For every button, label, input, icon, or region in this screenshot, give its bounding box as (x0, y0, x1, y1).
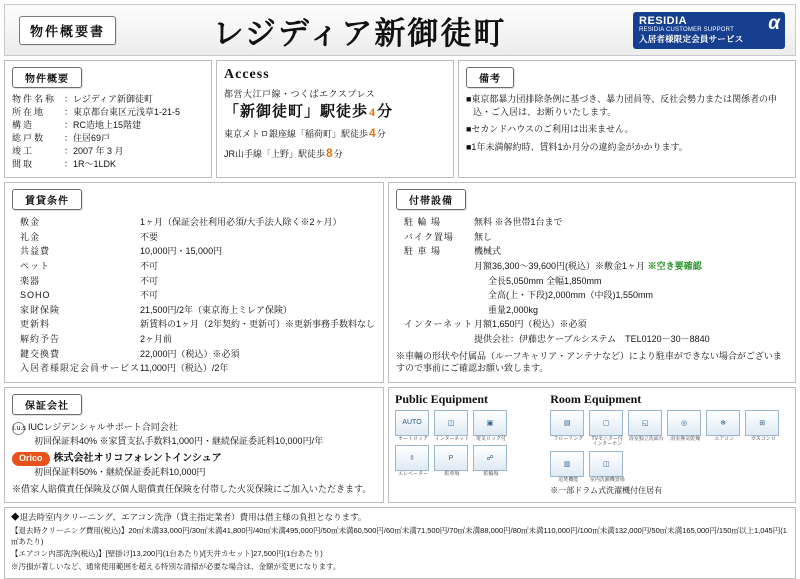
section-label-property-overview: 物件概要 (12, 67, 82, 88)
section-remarks (458, 60, 796, 178)
row-label: 駐 輪 場 (404, 217, 442, 228)
field-value: ：1R～1LDK (64, 159, 117, 170)
iuc-logo-icon: i.u.s (12, 422, 25, 435)
section-equipment (388, 387, 796, 504)
row-value: 新賃料の1ヶ月（2年契約・更新可）※更新事務手数料なし (140, 319, 376, 330)
row-value: 不可 (140, 290, 159, 301)
field-label: 物件名称 (12, 94, 57, 104)
row-guarantor-equipment (4, 387, 796, 504)
auto-lock-icon: AUTO (395, 410, 429, 436)
icon-caption: インターネット (434, 435, 470, 442)
field-label: 所在地 (12, 107, 46, 118)
icon-caption: エレベーター (397, 471, 428, 478)
table-row (396, 230, 788, 245)
room-equipment-note: ※一部ドラム式洗濯機付住居有 (550, 486, 663, 496)
row-value: 2ヶ月前 (140, 334, 173, 345)
access-station: 上野 (271, 149, 290, 159)
equipment-item (706, 410, 742, 448)
list-item: ■東京都暴力団排除条例に基づき、暴力団員等、反社会勢力または関係者の申込・ご入居は、お断りいたします。 (466, 94, 778, 117)
washer-space-icon: ◫ (589, 451, 623, 477)
row-label (396, 288, 474, 303)
field-label: 竣工 (12, 146, 35, 157)
alpha-mark: α (768, 12, 780, 34)
row-label: 入居者様限定会員サービス (20, 363, 141, 374)
footer-line: ◆退去時室内クリーニング、エアコン洗浄（貸主指定業者）費用は借主様の負担となります。 (11, 512, 367, 523)
equipment-item (589, 451, 625, 484)
list-item (12, 132, 204, 145)
table-row (396, 259, 788, 274)
equipment-item (434, 410, 470, 443)
row-value: 不可 (140, 275, 159, 286)
parking-icon: P (434, 445, 468, 471)
guarantor-name: 株式会社オリコフォレントインシュア (53, 453, 222, 465)
section-access (216, 60, 454, 178)
row-value: 11,000円（税込）/2年 (140, 363, 229, 374)
table-row (12, 303, 376, 318)
table-row (396, 317, 788, 332)
row-value: 不可 (140, 261, 159, 272)
icon-caption: 浴室独立洗面台 (628, 435, 664, 442)
room-equipment-title: Room Equipment (550, 391, 642, 406)
access-station: 稲荷町 (305, 129, 333, 139)
field-label: 構造 (12, 120, 35, 131)
equipment-item (550, 451, 586, 484)
section-label-facilities: 付帯設備 (396, 189, 466, 210)
row-label: バイク置場 (404, 231, 454, 242)
equipment-item (745, 410, 781, 448)
table-row (396, 215, 788, 230)
access-minutes: 4 (369, 105, 377, 119)
guarantor-list (12, 421, 376, 497)
row-label (396, 332, 474, 347)
access-post: 」駅徒歩 (304, 104, 369, 120)
access-minutes: 4 (369, 126, 376, 140)
equipment-item (667, 410, 703, 448)
gas-stove-icon: ⊞ (745, 410, 779, 436)
guarantor-name: IUCレジデンシャルサポート合同会社 (28, 421, 178, 432)
section-附帯-facilities (388, 182, 796, 383)
field-value: ：東京都台東区元浅草1-21-5 (64, 107, 181, 118)
access-pre: 「 (224, 104, 241, 120)
bicycle-parking-icon: ☍ (473, 445, 507, 471)
table-row (396, 332, 788, 347)
remarks-list (466, 93, 788, 153)
logo-line1: RESIDIA (639, 14, 688, 27)
footer-line: 【退去時クリーニング費用(税込)】20㎡未満33,000円/30㎡未満41,800円/40㎡未満495,000円/50㎡未満60,500円/60㎡未満71,500円/70㎡未満88,000円/80㎡未満110,000円/100㎡未満132,000円/50㎡未満165,000円/150㎡以上1,045円(1㎡あたり) (11, 526, 787, 546)
table-row (12, 230, 376, 245)
row-label: SOHO (20, 290, 51, 301)
table-row (12, 259, 376, 274)
section-guarantor (4, 387, 384, 504)
field-value: ：RC造地上15階建 (64, 120, 142, 131)
table-row (12, 288, 376, 303)
internet-icon: ◫ (434, 410, 468, 436)
list-item (12, 93, 204, 106)
row-value: 全長5,050mm 全幅1,850mm (488, 275, 602, 286)
page-title: レジディア新御徒町 (212, 15, 507, 52)
icon-caption: ガスコンロ (750, 435, 776, 442)
icon-caption: 駐輪場 (483, 471, 499, 478)
row-label: 駐 車 場 (404, 246, 442, 257)
table-row (12, 215, 376, 230)
row-value: 月額1,650円（税込）※必須 (474, 319, 587, 330)
row-value: 提供会社：伊藤忠ケーブルシステム TEL0120－30－8840 (474, 334, 710, 345)
table-row (12, 244, 376, 259)
tv-intercom-icon: ▢ (589, 410, 623, 436)
table-row (12, 274, 376, 289)
row-label (396, 303, 474, 318)
bath-dryer-icon: ◎ (667, 410, 701, 436)
field-value: ：レジディア新御徒町 (64, 94, 154, 104)
equipment-item (550, 410, 586, 448)
access-unit: 分 (377, 104, 394, 120)
row-label: 家財保険 (20, 304, 61, 315)
separate-bath-toilet-icon: ◱ (628, 410, 662, 436)
row-conditions (4, 182, 796, 383)
field-value: ：2007 年 3 月 (64, 146, 124, 157)
section-label-remarks: 備考 (466, 67, 514, 88)
row-value: 1ヶ月（保証会社利用必須/大手法人除く※2ヶ月） (140, 217, 342, 228)
field-value: ：住居69戸 (64, 133, 111, 144)
row-value: 全高(上・下段)2,000mm（中段)1,550mm (488, 290, 654, 301)
icon-caption: TVモニター付 インターホン (591, 435, 623, 448)
access-post: 」駅徒歩 (332, 129, 369, 139)
access-line (224, 124, 446, 142)
public-equipment-title: Public Equipment (395, 391, 489, 406)
facilities-note: ※車輛の形状や付属品（ルーフキャリア・アンテナなど）により駐車ができない場合がございますので事前にご確認お願い致します。 (396, 350, 782, 373)
parking-fee: 月額36,300～39,600円(税込）※敷金1ヶ月 (474, 261, 646, 272)
property-overview-list (12, 93, 204, 171)
table-row (12, 332, 376, 347)
row-label: 礼金 (20, 231, 41, 242)
equipment-item (589, 410, 625, 448)
row-label: 共益費 (20, 246, 51, 257)
table-row (396, 288, 788, 303)
access-unit: 分 (333, 149, 343, 159)
equipment-item (395, 445, 431, 478)
section-property-overview (4, 60, 212, 178)
access-pre: 東京メトロ銀座線「 (224, 129, 306, 139)
list-item (12, 451, 376, 466)
table-row (396, 274, 788, 289)
air-conditioner-icon: ❄ (706, 410, 740, 436)
guarantor-footnote: ※借家人賠償責任保険及び個人賠償責任保険を付帯した火災保険にご加入いただきます。 (12, 483, 372, 494)
document-header (4, 4, 796, 56)
section-rental-conditions (4, 182, 384, 383)
list-item (12, 106, 204, 119)
residia-logo (633, 12, 785, 49)
row-value: 不要 (140, 231, 159, 242)
flooring-icon: ▤ (550, 410, 584, 436)
icon-caption: 追焚機能 (558, 476, 579, 483)
row-label: 敷金 (20, 217, 41, 228)
guarantor-detail: 初回保証料40% ※家賃支払手数料1,000円・継続保証委託料10,000円/年 (34, 435, 324, 446)
room-equipment-icons (550, 410, 789, 484)
icon-caption: オートロック (398, 435, 428, 442)
intercom-icon: ▣ (473, 410, 507, 436)
list-item (12, 145, 204, 158)
row-value: 10,000円・15,000円 (140, 246, 223, 257)
row-label: 更新料 (20, 319, 51, 330)
footer-line: 【エアコン内部洗浄(税込)】[壁掛け]13,200円(1台あたり)/[天井カセット]27,500円(1台あたり) (11, 549, 323, 559)
equipment-item (473, 410, 509, 443)
row-label: ペット (20, 261, 51, 272)
icon-caption: エアコン (714, 435, 735, 442)
room-equipment (550, 392, 789, 497)
list-item (12, 421, 376, 435)
vacancy-note: ※空き要確認 (647, 261, 702, 272)
table-row (396, 244, 788, 259)
section-label-access: Access (224, 67, 270, 82)
row-value: 機械式 (474, 246, 502, 257)
equipment-item (628, 410, 664, 448)
facilities-table (396, 215, 788, 346)
row-label (396, 259, 474, 274)
access-minutes: 8 (326, 146, 333, 160)
table-row (12, 361, 376, 376)
row-value: 無し (474, 231, 493, 242)
access-pre: JR山手線「 (224, 149, 271, 159)
elevator-icon: ⇳ (395, 445, 429, 471)
field-label: 間取 (12, 159, 35, 170)
row-value: 重量2,000kg (488, 304, 539, 315)
public-equipment-icons (395, 410, 544, 478)
access-line (224, 100, 446, 121)
equipment-item (395, 410, 431, 443)
access-station-title: 都営大江戸線・つくばエクスプレス (224, 89, 376, 99)
document-type-badge: 物件概要書 (19, 16, 116, 45)
row-label: 解約予告 (20, 334, 61, 345)
icon-caption: フローリング (553, 435, 584, 442)
list-item (12, 119, 204, 132)
field-label: 総戸数 (12, 133, 46, 144)
icon-caption: 電気ロック付 (476, 435, 506, 442)
row-label: 鍵交換費 (20, 348, 61, 359)
row-value: 無料 ※各世帯1台まで (474, 217, 563, 228)
access-post: 」駅徒歩 (289, 149, 326, 159)
row-label: インターネット (404, 319, 474, 330)
public-equipment (395, 392, 544, 497)
list-item (12, 158, 204, 171)
icon-caption: 浴室換気乾燥 (670, 435, 701, 442)
row-overview (4, 60, 796, 178)
row-value (474, 259, 788, 274)
table-row (12, 317, 376, 332)
table-row (12, 347, 376, 362)
section-label-rental-conditions: 賃貸条件 (12, 189, 82, 210)
auto-bath-icon: ▥ (550, 451, 584, 477)
table-row (396, 303, 788, 318)
icon-caption: 室内洗濯機置場 (589, 476, 625, 483)
logo-line2: RESIDIA CUSTOMER SUPPORT (639, 26, 734, 33)
equipment-item (434, 445, 470, 478)
row-value: 21,500円/2年（東京海上ミレア保険） (140, 304, 293, 315)
access-station: 新御徒町 (240, 104, 305, 120)
list-item: ■1年未満解約時、賃料1か月分の違約金がかかります。 (466, 141, 688, 152)
footer-line: ※汚損が著しいなど、通常使用範囲を超える特別な清掃が必要な場合は、金額が変更になります。 (11, 561, 341, 571)
row-value: 22,000円（税込）※必須 (140, 348, 240, 359)
access-line (224, 144, 446, 162)
section-label-guarantor: 保証会社 (12, 394, 82, 415)
access-unit: 分 (376, 129, 386, 139)
footer-notes (4, 507, 796, 579)
row-label: 楽器 (20, 275, 41, 286)
guarantor-detail: 初回保証料50%・継続保証委託料10,000円 (34, 467, 206, 478)
equipment-item (473, 445, 509, 478)
row-label (396, 274, 474, 289)
list-item: ■セカンドハウスのご利用は出来ません。 (466, 124, 634, 135)
orico-logo-icon: Orico (12, 452, 50, 466)
logo-line3: 入居者様限定会員サービス (639, 33, 744, 44)
icon-caption: 駐車場 (444, 471, 460, 478)
rental-conditions-table (12, 215, 376, 376)
